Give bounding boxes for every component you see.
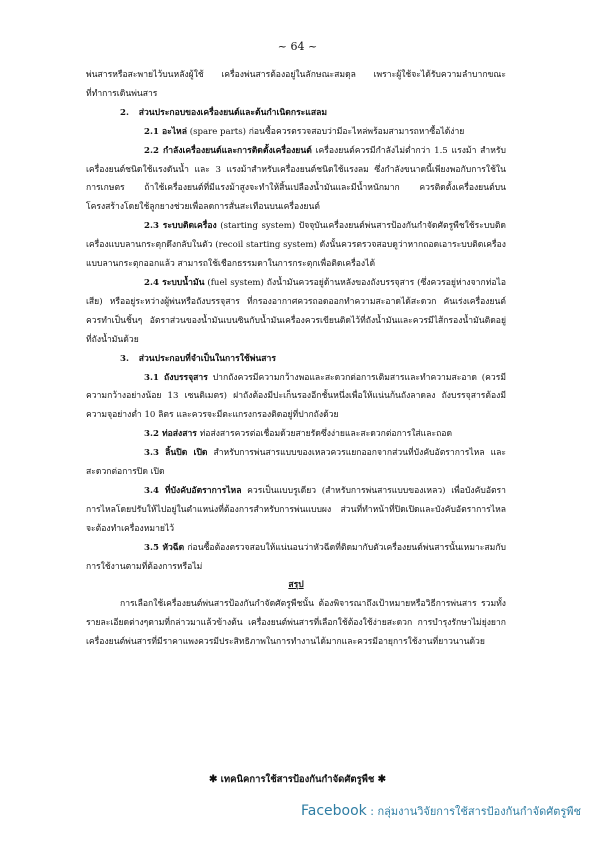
facebook-group-name: กลุ่มงานวิจัยการใช้สารป้องกันกำจัดศัตรูพืช [377,805,581,818]
facebook-label: Facebook [301,803,367,819]
item-2-3-label: 2.3 ระบบติดเครื่อง [144,221,217,232]
item-2-3 [86,217,506,274]
item-3-2-text: ท่อส่งสารควรต่อเชื่อมด้วยสายรัดซึ่งง่ายและสะดวกต่อการใส่และถอด [196,429,453,440]
summary-paragraph: การเลือกใช้เครื่องยนต์พ่นสารป้องกันกำจัดศัตรูพืชนั้น ต้องพิจารณาถึงเป้าหมายหรือวิธีการพ่นสาร รวมทั้งรายละเอียดต่างๆตามที่กล่าวมาแล้วข้างต้น เครื่องยนต์พ่นสารที่เลือกใช้ต้องใช้ง่ายสะดวก การบำรุงรักษาไม่ยุ่งยาก เครื่องยนต์พ่นสารที่มีราคาแพงควรมีประสิทธิภาพในการทำงานได้มากและควรมีอายุการใช้งานที่ยาวนานด้วย [86,599,506,648]
facebook-separator: : [370,805,375,818]
document-body [86,66,506,652]
item-3-4-label: 3.4 ที่บังคับอัตราการไหล [144,485,242,496]
item-2-4-label: 2.4 ระบบน้ำมัน [144,277,205,288]
item-3-3-text: สำหรับการพ่นสารแบบของเหลวควรแยกออกจากส่วนที่บังคับอัตราการไหล และสะดวกต่อการปิด เปิด [86,448,506,478]
item-2-1-label: 2.1 อะไหล่ [144,126,187,137]
item-2-3-text: (starting system) ปัจจุบันเครื่องยนต์พ่นสารป้องกันกำจัดศัตรูพืชใช้ระบบติดเครื่องแบบลานกระตุกดึงกลับในตัว (recoil starting system) ดังนั้นควรตรวจสอบดูว่าหากถอดเอาระบบติดเครื่องแบบลานกระตุกออกแล้ว สามารถใช้เชือกธรรมดาในการกระตุกเพื่อติดเครื่องได้ [86,221,506,270]
item-3-1-label: 3.1 ถังบรรจุสาร [144,372,208,383]
section-3-heading [86,350,506,369]
footer-note [0,772,595,787]
item-2-4-text: (fuel system) ถังน้ำมันควรอยู่ด้านหลังของถังบรรจุสาร (ซึ่งควรอยู่ห่างจากท่อไอเสีย) หรืออยู่ระหว่างผู้พ่นหรือถังบรรจุสาร ที่กรองอากาศควรถอดออกทำความสะอาดได้สะดวก คันเร่งเครื่องยนต์ควรทำเป็นชิ้นๆ อัตราส่วนของน้ำมันเบนซินกับน้ำมันเครื่องควรเขียนติดไว้ที่ถังน้ำมันและควรมีไส้กรองน้ำมันติดอยู่ที่ถังน้ำมันด้วย [86,277,506,345]
item-3-4-text: ควรเป็นแบบรูเดียว (สำหรับการพ่นสารแบบของเหลว) เพื่อบังคับอัตราการไหลโดยปรับให้ไปอยู่ในตำแหน่งที่ต้องการสำหรับการพ่นแบบผง ส่วนที่ทำหน้าที่ปิดเปิดและบังคับอัตราการไหลจะต้องทำเครื่องหมายไว้ [86,485,507,534]
section-2-heading [86,104,506,123]
item-2-1-text: (spare parts) ก่อนซื้อควรตรวจสอบว่ามีอะไหล่พร้อมสามารถหาซื้อได้ง่าย [186,126,465,137]
footer-note-text: เทคนิคการใช้สารป้องกันกำจัดศัตรูพืช [220,774,375,785]
item-2-4 [86,274,506,350]
item-3-2 [86,425,506,444]
item-3-5 [86,539,506,577]
item-3-3 [86,444,506,482]
item-3-4 [86,482,506,539]
intro-paragraph: พ่นสารหรือสะพายไว้บนหลังผู้ใช้ เครื่องพ่นสารต้องอยู่ในลักษณะสมดุล เพราะผู้ใช้จะได้รับความลำบากขณะที่ทำการเดินพ่นสาร [86,70,506,99]
item-3-1 [86,369,506,426]
item-3-3-label: 3.3 ลิ้นปิด เปิด [144,448,208,459]
item-2-2 [86,142,506,218]
section-2-title: ส่วนประกอบของเครื่องยนต์และต้นกำเนิดกระแสลม [138,107,328,118]
item-2-2-text: เครื่องยนต์ควรมีกำลังไม่ต่ำกว่า 1.5 แรงม้า สำหรับเครื่องยนต์ชนิดใช้แรงดันน้ำ และ 3 แรงม้าสำหรับเครื่องยนต์ชนิดใช้แรงลม ซึ่งกำลังขนาดนี้เพียงพอกับการใช้ในการเกษตร ถ้าใช้เครื่องยนต์ที่มีแรงม้าสูงจะทำให้สิ้นเปลืองน้ำมันและมีน้ำหนักมาก ควรติดตั้งเครื่องยนต์บนโครงสร้างโดยใช้ลูกยางช่วยเพื่อลดการสั่นสะเทือนบนเครื่องยนต์ [86,145,506,213]
section-3-number: 3. [120,353,129,364]
item-2-1 [86,123,506,142]
section-3-title: ส่วนประกอบที่จำเป็นในการใช้พ่นสาร [138,353,276,364]
item-3-5-text: ก่อนซื้อต้องตรวจสอบให้แน่นอนว่าหัวฉีดที่ติดมากับตัวเครื่องยนต์พ่นสารนั้นเหมาะสมกับการใช้งานตามที่ต้องการหรือไม่ [86,542,506,572]
item-3-2-label: 3.2 ท่อส่งสาร [144,429,197,440]
section-2-number: 2. [120,107,129,118]
summary-heading: สรุป [288,580,304,591]
item-3-1-text: ปากถังควรมีความกว้างพอและสะดวกต่อการเติมสารและทำความสะอาด (ควรมีความกว้างอย่างน้อย 13 เซนติเมตร) ฝาถังต้องมีปะเก็นรองอีกชั้นหนึ่งเพื่อให้แน่นก้นถังลาดลง ถังบรรจุสารต้องมีความจุอย่างต่ำ 10 ลิตร และควรจะมีตะแกรงกรองติดอยู่ที่ปากถังด้วย [86,372,506,421]
item-2-2-label: 2.2 กำลังเครื่องยนต์และการติดตั้งเครื่องยนต์ [144,145,312,156]
asterisk-icon: ✱ [377,774,387,785]
item-3-5-label: 3.5 หัวฉีด [144,542,185,553]
facebook-credit [301,802,581,820]
asterisk-icon: ✱ [208,774,218,785]
page-number: ~ 64 ~ [277,40,318,53]
